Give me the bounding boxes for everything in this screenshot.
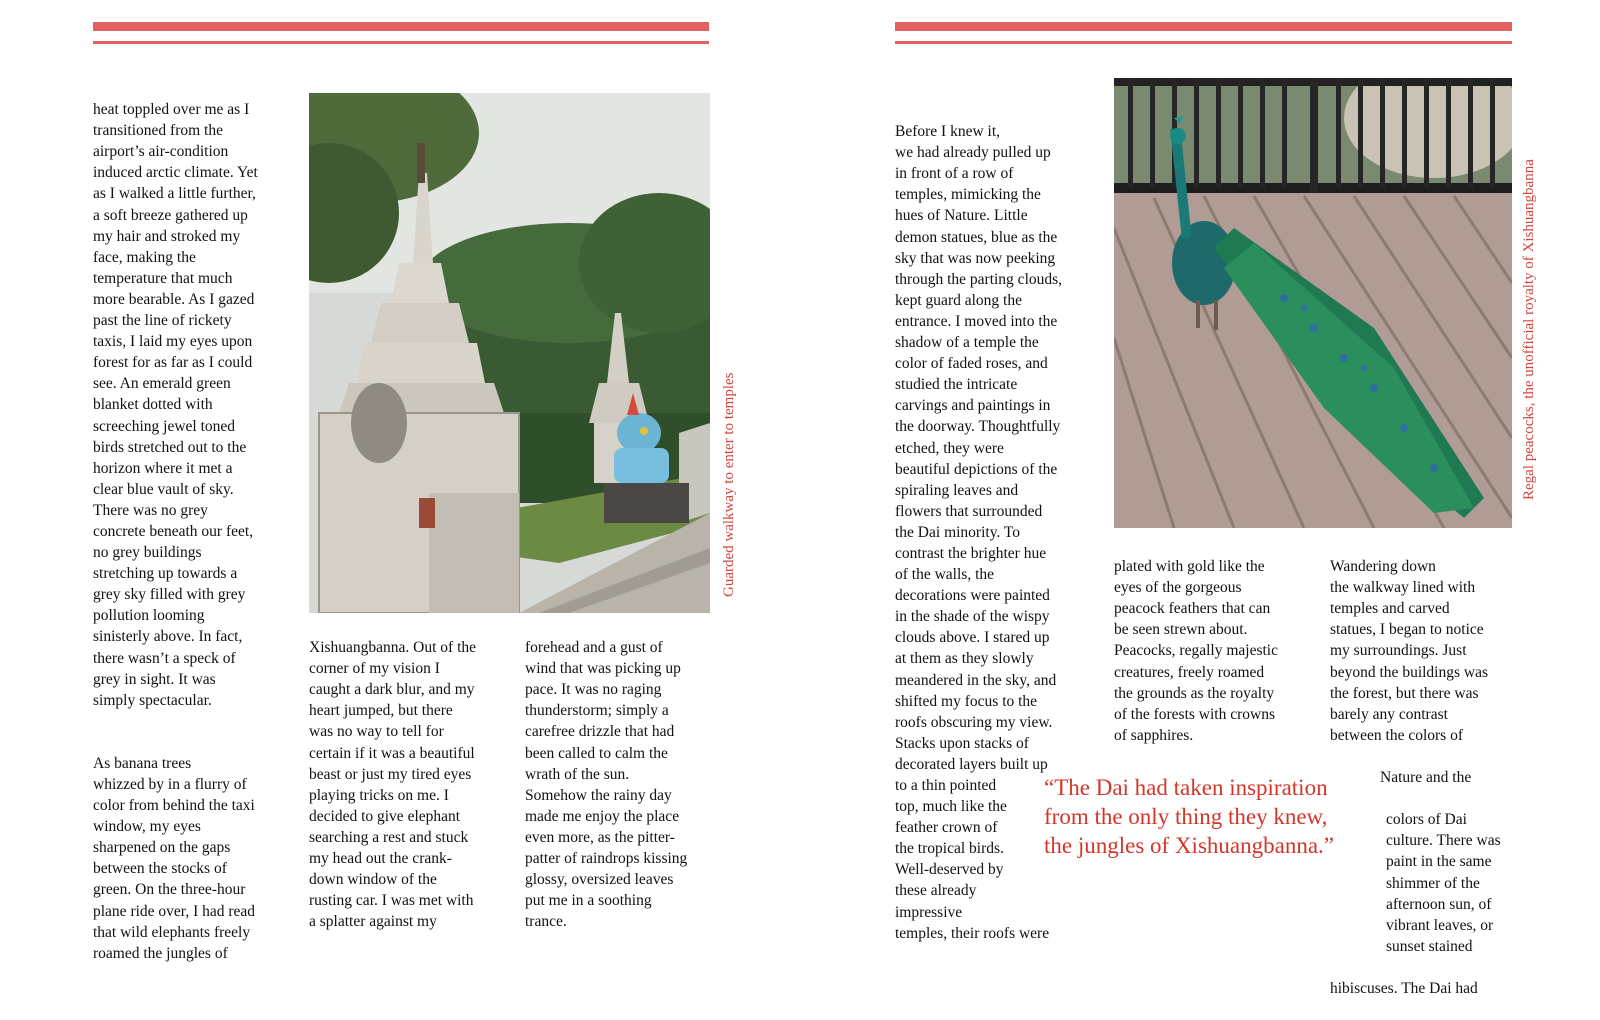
left-col3-text: forehead and a gust of wind that was picking up pace. It was no raging thunderstorm; simply a carefree drizzle that had been called to calm the wrath of the sun. Somehow the rainy day made me enjoy the place even more, as the pitter- patter of raindrops kissing glossy, oversized leaves put me in a soothing trance.	[525, 639, 688, 931]
right-col3-indented-text: colors of Dai culture. There was paint in the same shimmer of the afternoon sun, of vibrant leaves, or sunset stained	[1386, 811, 1501, 955]
left-col1-paragraph-1: heat toppled over me as I transitioned from the airport’s air-condition induced arctic climate. Yet as I walked a little further, a soft breeze gathered up my hair and stroked my face, making the temperature that much more bearable. As I gazed past the line of rickety taxis, I laid my eyes upon forest for as far as I could see. An emerald green blanket dotted with screeching jewel toned birds stretched out to the horizon where it met a clear blue vault of sky. There was no grey concrete beneath our feet, no grey buildings stretching up towards a grey sky filled with grey pollution looming sinisterly above. In fact, there wasn’t a speck of grey in sight. It was simply spectacular.	[93, 101, 258, 709]
left-col1-paragraph-2: As banana trees whizzed by in a flurry of color from behind the taxi window, my eyes sharpened on the gaps between the stocks of green. On the three-hour plane ride over, I had read that wild elephants freely roamed the jungles of	[93, 754, 256, 962]
temple-photo-caption: Guarded walkway to enter to temples	[721, 372, 737, 597]
peacock-photo-caption: Regal peacocks, the unofficial royalty of Xishuangbanna	[1521, 159, 1537, 500]
left-column-1	[93, 78, 293, 985]
right-col3-bottom-text: hibiscuses. The Dai had	[1330, 979, 1478, 997]
top-rule-thick	[93, 22, 709, 31]
right-column-2	[1114, 535, 1314, 767]
top-rule-thin	[93, 41, 709, 44]
temple-photo	[309, 93, 710, 613]
peacock-photo	[1114, 78, 1512, 528]
right-col1-text: Before I knew it, we had already pulled up in front of a row of temples, mimicking the hues of Nature. Little demon statues, blue as the sky that was now peeking through the parting clouds, kept guard along the entrance. I moved into the shadow of a temple the color of faded roses, and studied the intricate carvings and paintings in the doorway. Thoughtfully etched, they were beautiful depictions of the spiraling leaves and flowers that surrounded the Dai minority. To contrast the brighter hue of the walls, the decorations were painted in the shade of the wispy clouds above. I stared up at them as they slowly meandered in the sky, and shifted my focus to the roofs obscuring my view. Stacks upon stacks of decorated layers built up to a thin pointed top, much like the feather crown of the tropical birds. Well-deserved by these already impressive temples, their roofs were	[895, 123, 1063, 942]
pull-quote: “The Dai had taken inspiration from the only thing they knew, the jungles of Xishuangbanna.”	[1044, 775, 1334, 858]
right-page	[800, 0, 1600, 1000]
left-page	[0, 0, 780, 1000]
left-column-3	[525, 616, 725, 954]
left-column-2	[309, 616, 509, 954]
left-col2-text: Xishuangbanna. Out of the corner of my vision I caught a dark blur, and my heart jumped, but there was no way to tell for certain if it was a beautiful beast or just my tired eyes playing tricks on me. I decided to give elephant searching a rest and stuck my head out the crank- down window of the rusting car. I was met with a splatter against my	[309, 639, 477, 931]
right-col3-mid-text: Nature and the	[1380, 769, 1472, 787]
top-rule-thick-right	[895, 22, 1512, 31]
right-col3-top-text: Wandering down the walkway lined with temples and carved statues, I began to notice my surroundings. Just beyond the buildings was the forest, but there was barely any contrast between the colors of	[1330, 558, 1488, 744]
top-rule-thin-right	[895, 41, 1512, 44]
right-col2-text: plated with gold like the eyes of the gorgeous peacock feathers that can be seen strewn about. Peacocks, regally majestic creatures, freely roamed the grounds as the royalty of the forests with crowns of sapphires.	[1114, 558, 1278, 744]
